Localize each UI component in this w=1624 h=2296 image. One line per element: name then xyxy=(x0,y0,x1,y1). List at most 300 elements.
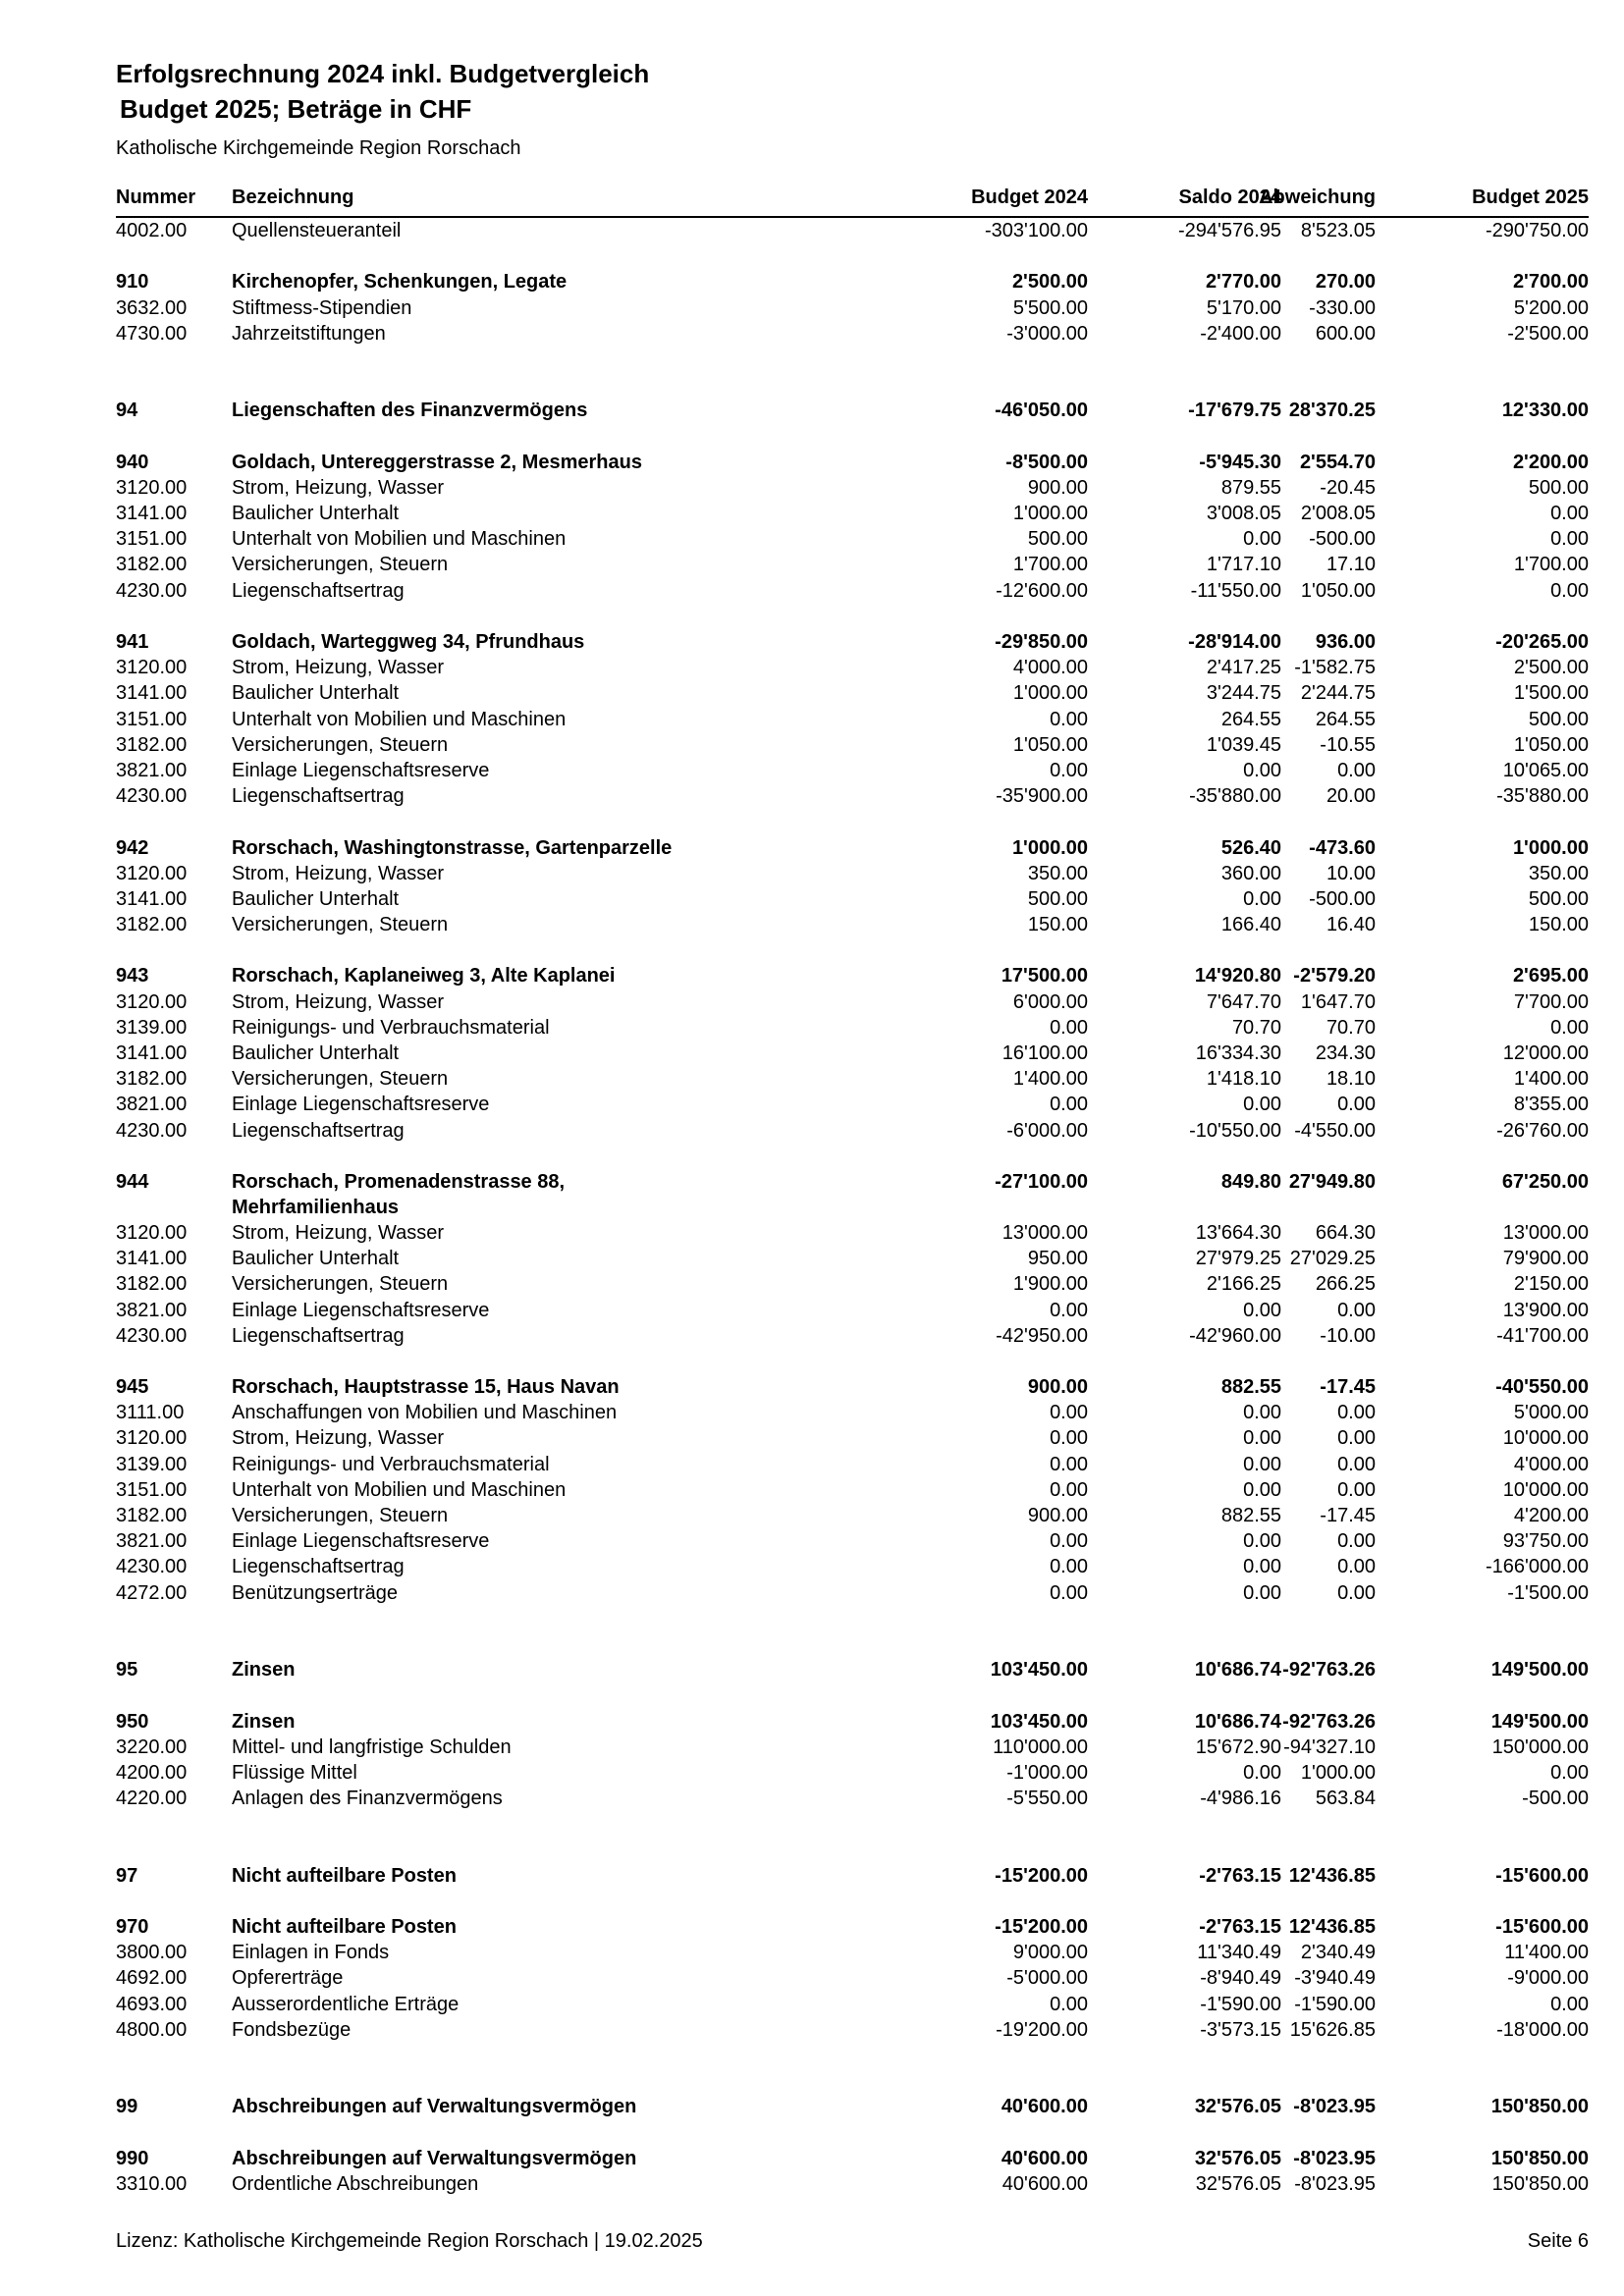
budget-2025-value: 2'695.00 xyxy=(1512,965,1589,988)
organisation-name: Katholische Kirchgemeinde Region Rorschach xyxy=(116,137,521,159)
budget-2024-value: 1'000.00 xyxy=(1012,503,1088,525)
group-row xyxy=(116,1657,1589,1682)
column-header-deviation: Abweichung xyxy=(1259,187,1376,208)
saldo-2024-value: 15'672.90 xyxy=(1195,1735,1281,1758)
budget-2024-value: 1'000.00 xyxy=(1011,836,1088,859)
account-number: 3151.00 xyxy=(116,708,188,730)
deviation-value: 0.00 xyxy=(1337,1556,1376,1578)
budget-2024-value: 500.00 xyxy=(1027,528,1088,551)
saldo-2024-value: -8'940.49 xyxy=(1200,1967,1281,1990)
deviation-value: 563.84 xyxy=(1315,1788,1376,1810)
saldo-2024-value: 0.00 xyxy=(1243,1581,1281,1604)
saldo-2024-value: 5'170.00 xyxy=(1206,296,1281,319)
deviation-value: -10.00 xyxy=(1320,1324,1376,1347)
budget-2024-value: 900.00 xyxy=(1027,1505,1088,1526)
saldo-2024-value: 2'770.00 xyxy=(1205,271,1281,294)
budget-2024-value: 900.00 xyxy=(1027,476,1088,499)
budget-2024-value: 0.00 xyxy=(1050,1016,1088,1039)
saldo-2024-value: -5'945.30 xyxy=(1199,451,1281,473)
saldo-2024-value: 882.55 xyxy=(1220,1376,1281,1399)
account-description: Abschreibungen auf Verwaltungsvermögen xyxy=(232,2147,637,2169)
budget-2024-value: 103'450.00 xyxy=(990,1710,1088,1733)
spacer-row xyxy=(116,1631,1589,1657)
budget-2025-value: -500.00 xyxy=(1522,1788,1589,1810)
deviation-value: 2'244.75 xyxy=(1300,682,1376,705)
budget-2024-value: 1'400.00 xyxy=(1012,1068,1088,1091)
group-row xyxy=(116,269,1589,294)
account-description-line: Rorschach, Promenadenstrasse 88, xyxy=(232,1170,566,1193)
account-description: Anschaffungen von Mobilien und Maschinen xyxy=(232,1402,618,1424)
table-row xyxy=(116,1425,1589,1451)
deviation-value: 16.40 xyxy=(1326,914,1376,936)
saldo-2024-value: 0.00 xyxy=(1243,1761,1281,1784)
budget-2024-value: 0.00 xyxy=(1050,1993,1088,2015)
budget-2024-value: 0.00 xyxy=(1050,1556,1088,1578)
deviation-value: 2'008.05 xyxy=(1300,503,1376,525)
deviation-value: 936.00 xyxy=(1315,631,1376,653)
table-row xyxy=(116,1965,1589,1991)
budget-2024-value: -5'550.00 xyxy=(1006,1788,1088,1810)
saldo-2024-value: 7'647.70 xyxy=(1206,990,1281,1013)
budget-2025-value: 7'700.00 xyxy=(1513,990,1589,1013)
budget-2025-value: 0.00 xyxy=(1550,1993,1589,2015)
budget-2025-value: 500.00 xyxy=(1528,476,1589,499)
budget-2024-value: 0.00 xyxy=(1050,1453,1088,1475)
account-description: Rorschach, Kaplaneiweg 3, Alte Kaplanei xyxy=(232,965,616,988)
budget-2025-value: 0.00 xyxy=(1550,579,1589,602)
budget-2025-value: 79'900.00 xyxy=(1502,1248,1589,1270)
budget-2025-value: 1'700.00 xyxy=(1513,554,1589,576)
table-row xyxy=(116,861,1589,886)
table-row xyxy=(116,1735,1589,1760)
budget-2025-value: -18'000.00 xyxy=(1496,2018,1589,2041)
deviation-value: -1'590.00 xyxy=(1294,1993,1376,2015)
account-number: 3120.00 xyxy=(116,476,188,499)
account-description: Zinsen xyxy=(232,1659,296,1682)
account-number: 941 xyxy=(116,631,149,653)
account-number: 3120.00 xyxy=(116,1221,188,1244)
deviation-value: -20.45 xyxy=(1320,476,1376,499)
account-description: Reinigungs- und Verbrauchsmaterial xyxy=(232,1453,550,1475)
budget-2024-value: 9'000.00 xyxy=(1012,1942,1088,1964)
saldo-2024-value: 11'340.49 xyxy=(1197,1942,1281,1964)
account-description: Stiftmess-Stipendien xyxy=(232,296,412,319)
saldo-2024-value: -35'880.00 xyxy=(1189,785,1281,808)
budget-2024-value: 0.00 xyxy=(1050,759,1088,781)
deviation-value: -92'763.26 xyxy=(1282,1659,1376,1682)
account-table xyxy=(116,218,1589,2197)
account-description: Reinigungs- und Verbrauchsmaterial xyxy=(232,1016,550,1039)
group-row xyxy=(116,2094,1589,2119)
account-number: 3182.00 xyxy=(116,1068,188,1091)
account-number: 99 xyxy=(116,2096,138,2118)
table-row xyxy=(116,1477,1589,1503)
table-row xyxy=(116,1554,1589,1579)
account-description xyxy=(232,1169,723,1220)
saldo-2024-value: 0.00 xyxy=(1243,1402,1281,1424)
table-row xyxy=(116,1786,1589,1811)
deviation-value: 234.30 xyxy=(1315,1042,1376,1064)
budget-2025-value: 13'000.00 xyxy=(1502,1221,1589,1244)
account-description: Baulicher Unterhalt xyxy=(232,887,400,910)
deviation-value: 18.10 xyxy=(1326,1068,1376,1091)
deviation-value: 15'626.85 xyxy=(1289,2018,1376,2041)
table-row xyxy=(116,321,1589,347)
budget-2024-value: 2'500.00 xyxy=(1011,271,1088,294)
account-description: Einlage Liegenschaftsreserve xyxy=(232,1299,490,1321)
saldo-2024-value: 0.00 xyxy=(1243,1478,1281,1501)
budget-2025-value: 149'500.00 xyxy=(1490,1710,1589,1733)
account-description: Einlage Liegenschaftsreserve xyxy=(232,759,490,781)
account-description: Liegenschaftsertrag xyxy=(232,579,405,602)
saldo-2024-value: 16'334.30 xyxy=(1195,1042,1281,1064)
deviation-value: 10.00 xyxy=(1326,862,1376,884)
saldo-2024-value: 1'418.10 xyxy=(1206,1068,1281,1091)
account-number: 97 xyxy=(116,1864,138,1887)
saldo-2024-value: 526.40 xyxy=(1220,836,1281,859)
budget-2025-value: 350.00 xyxy=(1528,862,1589,884)
account-number: 3821.00 xyxy=(116,1299,188,1321)
account-number: 3120.00 xyxy=(116,862,188,884)
account-description: Versicherungen, Steuern xyxy=(232,1273,449,1296)
saldo-2024-value: 32'576.05 xyxy=(1195,2172,1281,2195)
budget-2025-value: 5'200.00 xyxy=(1513,296,1589,319)
deviation-value: 8'523.05 xyxy=(1300,220,1376,241)
account-description: Baulicher Unterhalt xyxy=(232,682,400,705)
deviation-value: 28'370.25 xyxy=(1288,400,1376,422)
account-number: 944 xyxy=(116,1170,149,1193)
account-description: Abschreibungen auf Verwaltungsvermögen xyxy=(232,2096,637,2118)
saldo-2024-value: -2'400.00 xyxy=(1200,322,1281,345)
account-description: Goldach, Untereggerstrasse 2, Mesmerhaus xyxy=(232,451,642,473)
table-row xyxy=(116,2017,1589,2043)
budget-2025-value: 0.00 xyxy=(1550,1016,1589,1039)
deviation-value: 20.00 xyxy=(1326,785,1376,808)
column-header-description: Bezeichnung xyxy=(232,187,354,208)
saldo-2024-value: 882.55 xyxy=(1220,1505,1281,1526)
account-number: 3821.00 xyxy=(116,1530,188,1553)
table-row xyxy=(116,218,1589,243)
account-description: Versicherungen, Steuern xyxy=(232,554,449,576)
account-number: 3120.00 xyxy=(116,657,188,679)
table-row xyxy=(116,578,1589,604)
budget-2025-value: 1'400.00 xyxy=(1513,1068,1589,1091)
account-number: 4730.00 xyxy=(116,322,188,345)
deviation-value: -1'582.75 xyxy=(1294,657,1376,679)
spacer-row xyxy=(116,2068,1589,2094)
account-description: Liegenschaftsertrag xyxy=(232,1119,405,1142)
spacer-row xyxy=(116,937,1589,963)
table-row xyxy=(116,2171,1589,2197)
table-row xyxy=(116,783,1589,809)
saldo-2024-value: 1'717.10 xyxy=(1206,554,1281,576)
budget-2024-value: 0.00 xyxy=(1050,1402,1088,1424)
deviation-value: 0.00 xyxy=(1337,1478,1376,1501)
column-header-budget-2025: Budget 2025 xyxy=(1472,187,1589,208)
deviation-value: 1'647.70 xyxy=(1300,990,1376,1013)
account-number: 950 xyxy=(116,1710,149,1733)
document-subtitle: Budget 2025; Beträge in CHF xyxy=(120,94,472,124)
account-description: Benützungserträge xyxy=(232,1581,399,1604)
account-description: Flüssige Mittel xyxy=(232,1761,357,1784)
table-header xyxy=(116,187,1589,218)
budget-2025-value: 5'000.00 xyxy=(1513,1402,1589,1424)
budget-2024-value: -5'000.00 xyxy=(1006,1967,1088,1990)
saldo-2024-value: 70.70 xyxy=(1231,1016,1281,1039)
saldo-2024-value: 2'417.25 xyxy=(1206,657,1281,679)
deviation-value: 0.00 xyxy=(1337,1581,1376,1604)
account-description: Unterhalt von Mobilien und Maschinen xyxy=(232,1478,567,1501)
saldo-2024-value: 0.00 xyxy=(1243,759,1281,781)
table-row xyxy=(116,1400,1589,1425)
budget-2025-value: 0.00 xyxy=(1550,503,1589,525)
account-description: Rorschach, Hauptstrasse 15, Haus Navan xyxy=(232,1376,620,1399)
budget-2025-value: 150'850.00 xyxy=(1490,2096,1589,2118)
account-number: 95 xyxy=(116,1659,138,1682)
budget-2025-value: 1'000.00 xyxy=(1512,836,1589,859)
account-description: Versicherungen, Steuern xyxy=(232,1068,449,1091)
budget-2025-value: 1'050.00 xyxy=(1513,733,1589,756)
spacer-row xyxy=(116,347,1589,372)
saldo-2024-value: -1'590.00 xyxy=(1200,1993,1281,2015)
deviation-value: 2'554.70 xyxy=(1299,451,1376,473)
budget-2025-value: -40'550.00 xyxy=(1495,1376,1589,1399)
account-number: 3821.00 xyxy=(116,1094,188,1116)
saldo-2024-value: -10'550.00 xyxy=(1189,1119,1281,1142)
budget-2024-value: 0.00 xyxy=(1050,1478,1088,1501)
account-number: 3151.00 xyxy=(116,1478,188,1501)
saldo-2024-value: -28'914.00 xyxy=(1188,631,1281,653)
saldo-2024-value: -2'763.15 xyxy=(1199,1916,1281,1938)
budget-2024-value: -42'950.00 xyxy=(996,1324,1088,1347)
saldo-2024-value: -42'960.00 xyxy=(1189,1324,1281,1347)
group-row xyxy=(116,1914,1589,1940)
budget-2024-value: 1'000.00 xyxy=(1012,682,1088,705)
budget-2025-value: 10'000.00 xyxy=(1502,1427,1589,1450)
account-number: 3111.00 xyxy=(116,1402,185,1424)
account-description: Rorschach, Washingtonstrasse, Gartenparzelle xyxy=(232,836,673,859)
saldo-2024-value: 879.55 xyxy=(1220,476,1281,499)
deviation-value: 0.00 xyxy=(1337,1530,1376,1553)
account-description: Goldach, Warteggweg 34, Pfrundhaus xyxy=(232,631,585,653)
budget-2024-value: 150.00 xyxy=(1027,914,1088,936)
account-number: 3220.00 xyxy=(116,1735,188,1758)
saldo-2024-value: -2'763.15 xyxy=(1199,1864,1281,1887)
table-row xyxy=(116,1760,1589,1786)
group-row xyxy=(116,1863,1589,1889)
account-description: Baulicher Unterhalt xyxy=(232,503,400,525)
account-description: Versicherungen, Steuern xyxy=(232,1505,449,1526)
deviation-value: 664.30 xyxy=(1315,1221,1376,1244)
deviation-value: 0.00 xyxy=(1337,759,1376,781)
saldo-2024-value: 0.00 xyxy=(1243,528,1281,551)
deviation-value: -473.60 xyxy=(1309,836,1376,859)
budget-2025-value: 150'850.00 xyxy=(1490,2147,1589,2169)
account-description: Strom, Heizung, Wasser xyxy=(232,862,444,884)
account-number: 940 xyxy=(116,451,149,473)
table-row xyxy=(116,655,1589,680)
account-number: 3120.00 xyxy=(116,1427,188,1450)
account-description: Strom, Heizung, Wasser xyxy=(232,476,444,499)
budget-2025-value: 2'500.00 xyxy=(1513,657,1589,679)
account-description: Strom, Heizung, Wasser xyxy=(232,1221,444,1244)
budget-2024-value: 0.00 xyxy=(1050,1427,1088,1450)
budget-2024-value: 110'000.00 xyxy=(993,1735,1088,1758)
budget-2025-value: 500.00 xyxy=(1528,887,1589,910)
budget-2025-value: 1'500.00 xyxy=(1513,682,1589,705)
budget-2024-value: 1'900.00 xyxy=(1012,1273,1088,1296)
budget-2025-value: 4'200.00 xyxy=(1513,1505,1589,1526)
account-number: 3139.00 xyxy=(116,1016,188,1039)
group-row xyxy=(116,1709,1589,1735)
account-description: Strom, Heizung, Wasser xyxy=(232,1427,444,1450)
deviation-value: 0.00 xyxy=(1337,1094,1376,1116)
table-row xyxy=(116,1246,1589,1271)
budget-2024-value: 500.00 xyxy=(1027,887,1088,910)
budget-2025-value: -1'500.00 xyxy=(1507,1581,1589,1604)
budget-2024-value: 1'700.00 xyxy=(1012,554,1088,576)
budget-2025-value: 11'400.00 xyxy=(1504,1942,1589,1964)
spacer-row xyxy=(116,1837,1589,1862)
table-row xyxy=(116,1220,1589,1246)
budget-2024-value: 350.00 xyxy=(1027,862,1088,884)
budget-2024-value: 0.00 xyxy=(1050,1530,1088,1553)
budget-2024-value: 40'600.00 xyxy=(1001,2172,1088,2195)
account-number: 3182.00 xyxy=(116,1505,188,1526)
budget-2025-value: 13'900.00 xyxy=(1502,1299,1589,1321)
table-row xyxy=(116,1092,1589,1117)
saldo-2024-value: 0.00 xyxy=(1243,1556,1281,1578)
saldo-2024-value: 13'664.30 xyxy=(1195,1221,1281,1244)
deviation-value: 17.10 xyxy=(1326,554,1376,576)
account-description: Quellensteueranteil xyxy=(232,220,402,241)
spacer-row xyxy=(116,243,1589,269)
budget-2025-value: -15'600.00 xyxy=(1495,1916,1589,1938)
account-description-line: Mehrfamilienhaus xyxy=(232,1196,400,1218)
account-description: Liegenschaftsertrag xyxy=(232,785,405,808)
account-description: Einlage Liegenschaftsreserve xyxy=(232,1530,490,1553)
spacer-row xyxy=(116,604,1589,629)
budget-2025-value: -166'000.00 xyxy=(1485,1556,1589,1578)
table-row xyxy=(116,1041,1589,1066)
budget-2025-value: -20'265.00 xyxy=(1495,631,1589,653)
account-number: 3141.00 xyxy=(116,503,188,525)
deviation-value: 27'949.80 xyxy=(1288,1170,1376,1193)
account-number: 3120.00 xyxy=(116,990,188,1013)
table-row xyxy=(116,912,1589,937)
deviation-value: -2'579.20 xyxy=(1293,965,1376,988)
budget-2025-value: 12'000.00 xyxy=(1502,1042,1589,1064)
deviation-value: 0.00 xyxy=(1337,1427,1376,1450)
deviation-value: 12'436.85 xyxy=(1288,1864,1376,1887)
account-number: 3310.00 xyxy=(116,2172,188,2195)
saldo-2024-value: 32'576.05 xyxy=(1194,2147,1281,2169)
saldo-2024-value: 2'166.25 xyxy=(1206,1273,1281,1296)
budget-2024-value: 0.00 xyxy=(1050,1581,1088,1604)
budget-2025-value: 0.00 xyxy=(1550,1761,1589,1784)
budget-2024-value: -6'000.00 xyxy=(1006,1119,1088,1142)
budget-2025-value: 150'000.00 xyxy=(1491,1735,1589,1758)
table-row xyxy=(116,1940,1589,1965)
table-row xyxy=(116,526,1589,552)
account-description: Ausserordentliche Erträge xyxy=(232,1993,460,2015)
group-row xyxy=(116,1374,1589,1400)
budget-2024-value: -3'000.00 xyxy=(1006,322,1088,345)
deviation-value: 1'000.00 xyxy=(1300,1761,1376,1784)
column-header-number: Nummer xyxy=(116,187,196,208)
account-description: Anlagen des Finanzvermögens xyxy=(232,1788,503,1810)
budget-2025-value: 150'850.00 xyxy=(1491,2172,1589,2195)
account-description: Ordentliche Abschreibungen xyxy=(232,2172,479,2195)
group-row xyxy=(116,2146,1589,2171)
budget-2024-value: -46'050.00 xyxy=(995,400,1088,422)
table-row xyxy=(116,1503,1589,1528)
account-description: Baulicher Unterhalt xyxy=(232,1248,400,1270)
table-row xyxy=(116,680,1589,706)
deviation-value: 264.55 xyxy=(1315,708,1376,730)
budget-2025-value: 67'250.00 xyxy=(1501,1170,1589,1193)
saldo-2024-value: 360.00 xyxy=(1220,862,1281,884)
account-description: Liegenschaften des Finanzvermögens xyxy=(232,400,588,422)
budget-2025-value: -35'880.00 xyxy=(1496,785,1589,808)
deviation-value: 2'340.49 xyxy=(1300,1942,1376,1964)
table-row xyxy=(116,1271,1589,1297)
budget-2025-value: 500.00 xyxy=(1528,708,1589,730)
table-row xyxy=(116,1298,1589,1323)
budget-2025-value: 149'500.00 xyxy=(1490,1659,1589,1682)
budget-2025-value: 2'200.00 xyxy=(1512,451,1589,473)
budget-2025-value: 2'150.00 xyxy=(1513,1273,1589,1296)
budget-2024-value: 103'450.00 xyxy=(990,1659,1088,1682)
table-row xyxy=(116,1580,1589,1606)
column-header-budget-2024: Budget 2024 xyxy=(971,187,1088,208)
deviation-value: 27'029.25 xyxy=(1289,1248,1376,1270)
account-number: 4230.00 xyxy=(116,1556,188,1578)
deviation-value: -330.00 xyxy=(1309,296,1376,319)
budget-2025-value: -41'700.00 xyxy=(1496,1324,1589,1347)
table-row xyxy=(116,501,1589,526)
budget-2025-value: -26'760.00 xyxy=(1496,1119,1589,1142)
account-description: Nicht aufteilbare Posten xyxy=(232,1916,457,1938)
document-title: Erfolgsrechnung 2024 inkl. Budgetvergleich xyxy=(116,59,650,88)
table-row xyxy=(116,732,1589,758)
budget-2024-value: 0.00 xyxy=(1050,1299,1088,1321)
budget-2024-value: 5'500.00 xyxy=(1012,296,1088,319)
group-row xyxy=(116,450,1589,475)
budget-2024-value: -12'600.00 xyxy=(996,579,1088,602)
table-row xyxy=(116,1118,1589,1144)
column-header-saldo-2024: Saldo 2024 xyxy=(1178,187,1281,208)
deviation-value: -8'023.95 xyxy=(1294,2172,1376,2195)
spacer-row xyxy=(116,809,1589,834)
account-number: 4230.00 xyxy=(116,785,188,808)
budget-2024-value: -15'200.00 xyxy=(995,1864,1088,1887)
saldo-2024-value: 3'008.05 xyxy=(1206,503,1281,525)
budget-2024-value: 17'500.00 xyxy=(1001,965,1088,988)
budget-2024-value: 40'600.00 xyxy=(1001,2147,1088,2169)
deviation-value: -94'327.10 xyxy=(1283,1735,1376,1758)
table-row xyxy=(116,707,1589,732)
saldo-2024-value: -3'573.15 xyxy=(1200,2018,1281,2041)
group-row xyxy=(116,963,1589,988)
account-number: 3141.00 xyxy=(116,1248,188,1270)
budget-2025-value: 10'000.00 xyxy=(1502,1478,1589,1501)
spacer-row xyxy=(116,1606,1589,1631)
account-description: Opfererträge xyxy=(232,1967,344,1990)
saldo-2024-value: 0.00 xyxy=(1243,1453,1281,1475)
deviation-value: -500.00 xyxy=(1309,887,1376,910)
table-row xyxy=(116,1528,1589,1554)
